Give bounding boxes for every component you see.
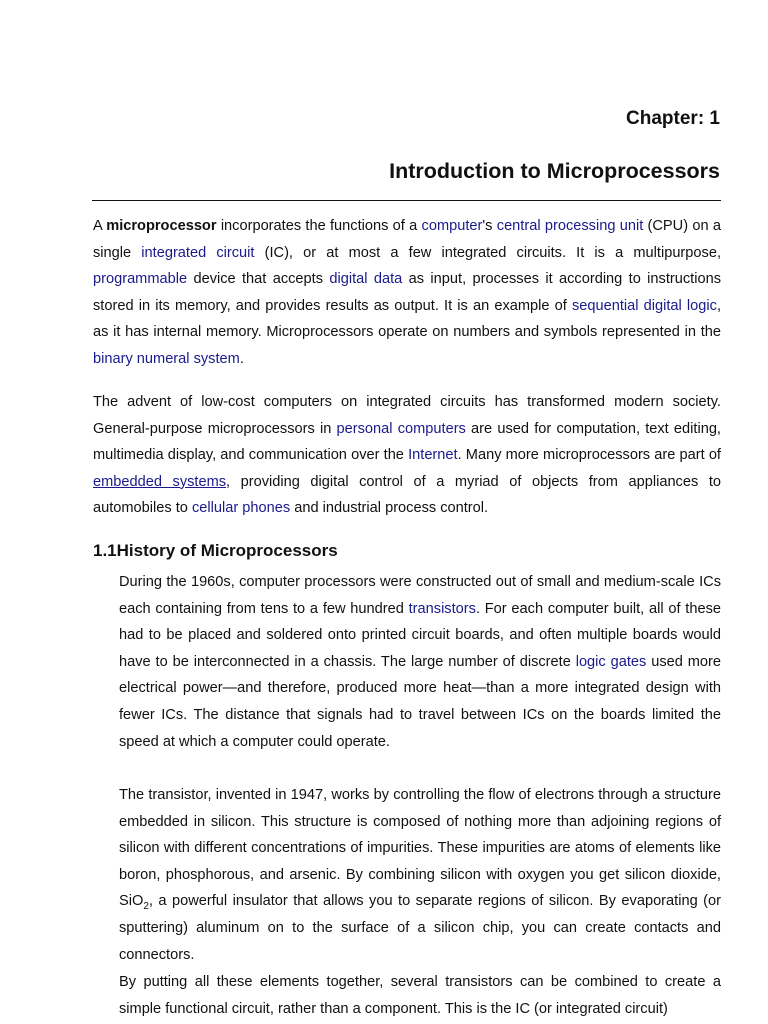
link-integrated-circuit[interactable]: integrated circuit (141, 244, 255, 261)
link-sequential-digital-logic[interactable]: sequential digital logic (571, 297, 717, 314)
link-personal-computers[interactable]: personal computers (336, 420, 466, 437)
intro-paragraph-2 (93, 389, 721, 522)
history-paragraph-3 (119, 969, 721, 1022)
section-heading (93, 541, 338, 561)
history-paragraph-2 (119, 782, 721, 968)
link-digital-data[interactable]: digital data (329, 271, 403, 288)
title-divider (92, 200, 721, 201)
paragraph-text: By putting all these elements together, several transistors can be combined to create a simple functional circuit, rather than a component. This is the IC (or integrated circuit) (119, 974, 721, 1017)
link-binary-numeral-system[interactable]: binary numeral system (93, 350, 240, 367)
link-cellular-phones[interactable]: cellular phones (191, 500, 291, 517)
link-transistors[interactable]: transistors (408, 600, 476, 617)
link-central-processing-unit[interactable]: central processing unit (496, 218, 644, 234)
chapter-label: Chapter: 1 (626, 108, 720, 129)
paragraph-text: During the 1960s, computer processors were constructed out of small and medium-scale ICs each containing from tens to a few hundred transistors. For each computer built, all of these had to be placed and soldered onto printed circuit boards, and often multiple boards would have to be interconnected in a chassis. The large number of discrete logic gates used more electrical power—and therefore, produced more heat—than a more integrated design with fewer ICs. The distance that signals had to travel between ICs on the boards limited the speed at which a computer could operate. (119, 574, 722, 750)
history-paragraph-1 (119, 569, 721, 755)
link-logic-gates[interactable]: logic gates (575, 653, 647, 670)
link-programmable[interactable]: programmable (93, 271, 188, 288)
intro-paragraph-1 (93, 213, 721, 373)
chapter-title: Introduction to Microprocessors (389, 159, 720, 183)
bold-term: microprocessor (106, 218, 217, 234)
section-title: History of Microprocessors (116, 541, 338, 560)
link-embedded-systems[interactable]: embedded systems (93, 473, 227, 490)
subscript: 2 (143, 901, 149, 913)
link-internet[interactable]: Internet (408, 447, 458, 464)
link-computer[interactable]: computer (421, 218, 483, 234)
paragraph-text: The transistor, invented in 1947, works by controlling the flow of electrons through a structure embedded in silicon. This structure is composed of nothing more than adjoining regions of silicon with different concentrations of impurities. These impurities are atoms of elements like boron, phosphorous, and arsenic. By combining silicon with oxygen you get silicon dioxide, SiO$_2$, a powerful insulator that allows you to separate regions of silicon. By evaporating (or sputtering) aluminum on to the surface of a silicon chip, you can create contacts and connectors. (119, 787, 721, 963)
paragraph-text: A microprocessor incorporates the functions of a computer's central processing unit (CPU) on a single integrated circuit (IC), or at most a few integrated circuits. It is a multipurpose, programmable device that accepts digital data as input, processes it according to instructions stored in its memory, and provides results as output. It is an example of sequential digital logic, as it has internal memory. Microprocessors operate on numbers and symbols represented in the binary numeral system. (93, 218, 721, 367)
paragraph-text: The advent of low-cost computers on integrated circuits has transformed modern society. General-purpose microprocessors in personal computers are used for computation, text editing, multimedia display, and communication over the Internet. Many more microprocessors are part of embedded systems, providing digital control of a myriad of objects from appliances to automobiles to cellular phones and industrial process control. (93, 394, 721, 517)
section-number: 1.1 (93, 541, 117, 560)
